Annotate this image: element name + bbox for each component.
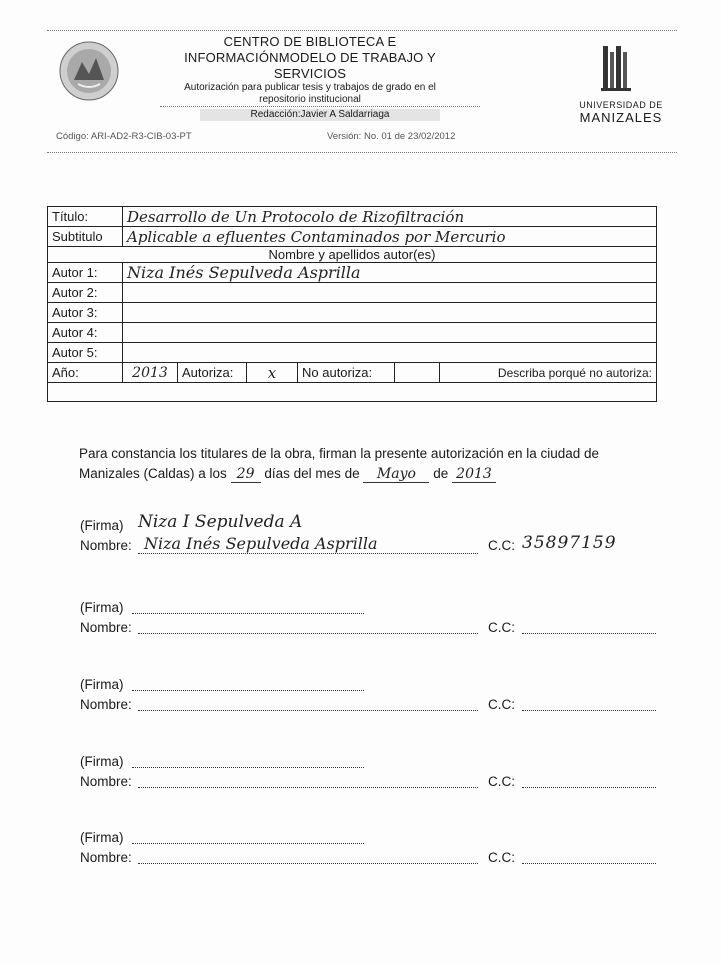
signature-block-3 [80, 677, 515, 717]
statement-line2-c: de [433, 466, 449, 481]
firma-label-5: (Firma) [80, 830, 124, 845]
statement-line2-b: días del mes de [264, 466, 360, 481]
cc-label-3: C.C: [488, 697, 515, 712]
authors-header: Nombre y apellidos autor(es) [48, 247, 657, 263]
autor-3-label: Autor 3: [48, 303, 123, 323]
signature-block-2 [80, 600, 515, 640]
cc-value-1[interactable]: 35897159 [522, 533, 617, 553]
cc-label-5: C.C: [488, 850, 515, 865]
nombre-line-3[interactable] [138, 710, 478, 711]
nombre-label-2: Nombre: [80, 620, 132, 635]
cc-label-2: C.C: [488, 620, 515, 635]
university-logo-icon [601, 44, 631, 92]
autor-5-label: Autor 5: [48, 343, 123, 363]
titulo-label: Título: [48, 207, 123, 227]
institution-seal [58, 40, 120, 102]
nombre-line-1 [138, 553, 478, 554]
firma-label-3: (Firma) [80, 677, 124, 692]
firma-label-1: (Firma) [80, 518, 124, 533]
firma-line-3[interactable] [132, 690, 364, 691]
statement-year[interactable]: 2013 [452, 466, 496, 483]
firma-line-5[interactable] [132, 843, 364, 844]
nombre-label-5: Nombre: [80, 850, 132, 865]
header-title-line3: SERVICIOS [273, 66, 347, 81]
describa-value[interactable] [48, 383, 657, 402]
signature-block-1 [80, 512, 617, 558]
header-title-line1: CENTRO DE BIBLIOTECA E [223, 34, 397, 49]
titulo-value[interactable]: Desarrollo de Un Protocolo de Rizofiltración [123, 207, 657, 227]
signature-block-4 [80, 754, 515, 794]
autor-5-value[interactable] [123, 343, 657, 363]
autor-1-value[interactable]: Niza Inés Sepulveda Asprilla [123, 263, 657, 283]
thesis-info-table [47, 206, 657, 402]
statement-line2-a: Manizales (Caldas) a los [79, 466, 227, 481]
anio-label: Año: [48, 363, 123, 383]
describa-label: Describa porqué no autoriza: [440, 363, 657, 383]
firma-value-1[interactable]: Niza I Sepulveda A [138, 512, 303, 532]
nombre-label-4: Nombre: [80, 774, 132, 789]
header-subtitle-line2: repositorio institucional [259, 94, 361, 105]
cc-label-1: C.C: [488, 538, 515, 553]
autor-1-label: Autor 1: [48, 263, 123, 283]
anio-value[interactable]: 2013 [123, 363, 178, 383]
header-divider [160, 106, 480, 107]
firma-label-4: (Firma) [80, 754, 124, 769]
cc-line-5[interactable] [522, 863, 656, 864]
statement-line2 [79, 466, 496, 483]
header-subtitle-line1: Autorización para publicar tesis y trabajos de grado en el [184, 82, 436, 93]
autor-4-value[interactable] [123, 323, 657, 343]
header-version: Versión: No. 01 de 23/02/2012 [327, 131, 456, 142]
nombre-label-1: Nombre: [80, 538, 132, 553]
firma-line-2[interactable] [132, 613, 364, 614]
cc-line-2[interactable] [522, 633, 656, 634]
nombre-label-3: Nombre: [80, 697, 132, 712]
header-bottom-border [47, 152, 677, 153]
statement-month[interactable]: Mayo [363, 466, 429, 483]
header-top-border [47, 30, 677, 31]
firma-line-4[interactable] [132, 767, 364, 768]
header-title-line2: INFORMACIÓNMODELO DE TRABAJO Y [184, 50, 436, 65]
no-autoriza-checkbox[interactable] [395, 363, 440, 383]
cc-line-4[interactable] [522, 787, 656, 788]
subtitulo-value[interactable]: Aplicable a efluentes Contaminados por Mercurio [123, 227, 657, 247]
university-name-line1: UNIVERSIDAD DE [579, 100, 663, 110]
nombre-line-2[interactable] [138, 633, 478, 634]
statement-line1: Para constancia los titulares de la obra, firman la presente autorización en la ciudad de [79, 446, 600, 461]
autor-3-value[interactable] [123, 303, 657, 323]
subtitulo-label: Subtitulo [48, 227, 123, 247]
autoriza-checkbox[interactable]: x [247, 363, 298, 383]
autor-4-label: Autor 4: [48, 323, 123, 343]
autor-2-label: Autor 2: [48, 283, 123, 303]
nombre-value-1[interactable]: Niza Inés Sepulveda Asprilla [144, 534, 378, 553]
statement-day[interactable]: 29 [231, 466, 261, 483]
nombre-line-4[interactable] [138, 787, 478, 788]
autoriza-label: Autoriza: [178, 363, 247, 383]
no-autoriza-label: No autoriza: [298, 363, 395, 383]
cc-line-3[interactable] [522, 710, 656, 711]
autor-2-value[interactable] [123, 283, 657, 303]
header-redaction: Redacción:Javier A Saldarriaga [200, 109, 440, 121]
header-code: Código: ARI-AD2-R3-CIB-03-PT [56, 131, 192, 142]
firma-label-2: (Firma) [80, 600, 124, 615]
nombre-line-5[interactable] [138, 863, 478, 864]
university-name-line2: MANIZALES [579, 110, 663, 125]
cc-label-4: C.C: [488, 774, 515, 789]
signature-block-5 [80, 830, 515, 870]
